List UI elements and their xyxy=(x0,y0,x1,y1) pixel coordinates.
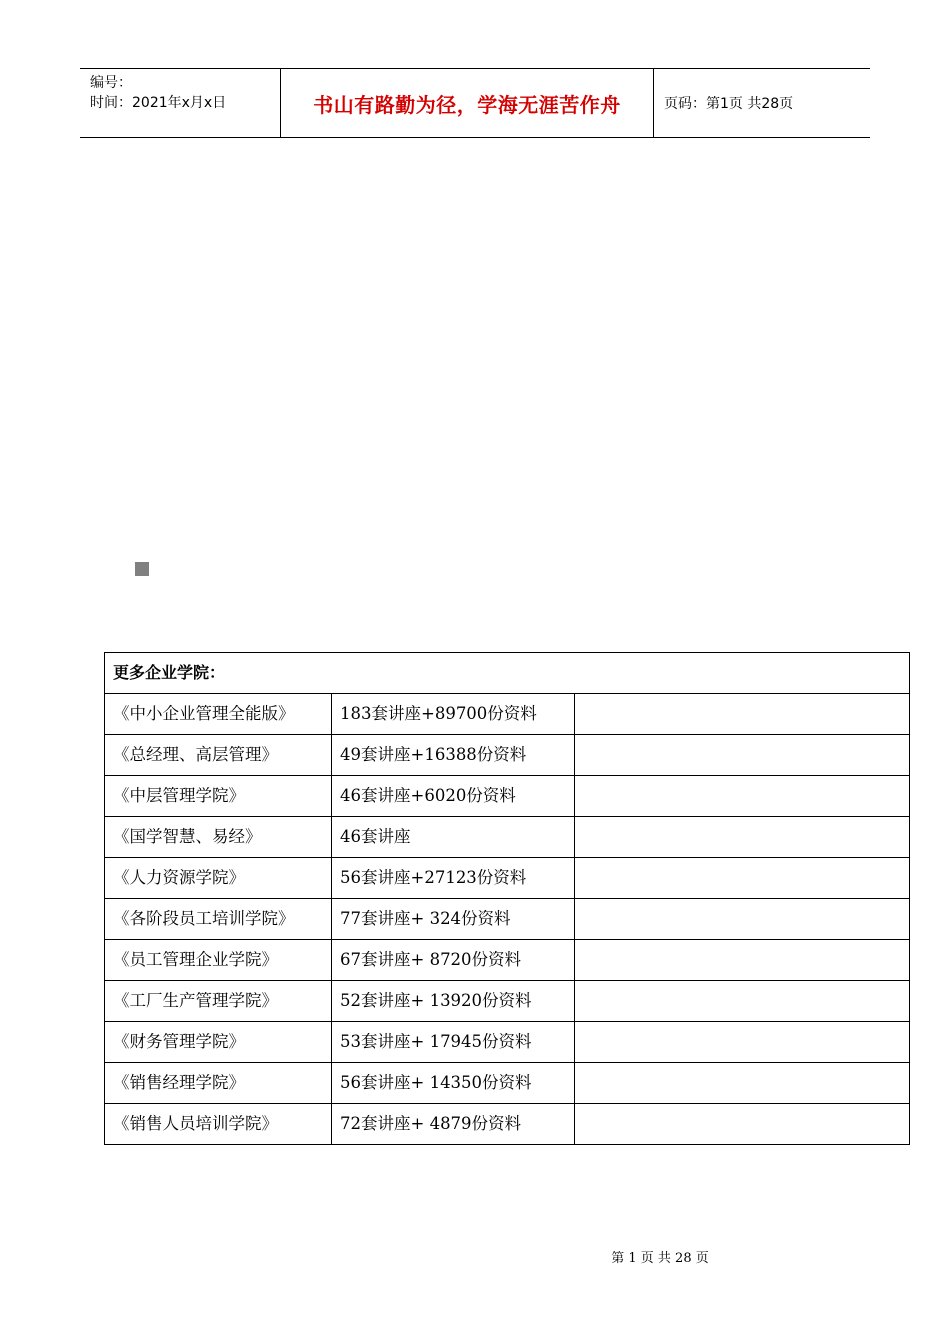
table-row xyxy=(105,735,910,776)
course-extra xyxy=(575,981,910,1022)
bullet-square-icon xyxy=(135,562,149,576)
courses-table xyxy=(104,652,910,1145)
course-detail: 72套讲座+ 4879份资料 xyxy=(332,1104,575,1145)
table-row xyxy=(105,817,910,858)
course-detail: 56套讲座+27123份资料 xyxy=(332,858,575,899)
course-extra xyxy=(575,940,910,981)
course-extra xyxy=(575,899,910,940)
course-extra xyxy=(575,694,910,735)
course-name: 《销售人员培训学院》 xyxy=(105,1104,332,1145)
header-motto xyxy=(281,69,654,137)
course-detail: 46套讲座 xyxy=(332,817,575,858)
table-row xyxy=(105,1104,910,1145)
table-row xyxy=(105,776,910,817)
course-name: 《总经理、高层管理》 xyxy=(105,735,332,776)
course-name: 《中层管理学院》 xyxy=(105,776,332,817)
table-title-row xyxy=(105,653,910,694)
course-extra xyxy=(575,776,910,817)
table-row xyxy=(105,1022,910,1063)
page-footer xyxy=(0,1247,950,1266)
course-detail: 67套讲座+ 8720份资料 xyxy=(332,940,575,981)
course-name: 《员工管理企业学院》 xyxy=(105,940,332,981)
course-extra xyxy=(575,1022,910,1063)
course-detail: 52套讲座+ 13920份资料 xyxy=(332,981,575,1022)
course-name: 《中小企业管理全能版》 xyxy=(105,694,332,735)
course-name: 《财务管理学院》 xyxy=(105,1022,332,1063)
table-row xyxy=(105,1063,910,1104)
course-detail: 56套讲座+ 14350份资料 xyxy=(332,1063,575,1104)
document-header xyxy=(80,68,870,138)
table-row xyxy=(105,694,910,735)
course-extra xyxy=(575,735,910,776)
table-row xyxy=(105,899,910,940)
course-name: 《人力资源学院》 xyxy=(105,858,332,899)
course-name: 《国学智慧、易经》 xyxy=(105,817,332,858)
table-row xyxy=(105,858,910,899)
course-detail: 53套讲座+ 17945份资料 xyxy=(332,1022,575,1063)
course-extra xyxy=(575,858,910,899)
header-page-info xyxy=(654,69,870,137)
header-meta xyxy=(80,69,281,137)
course-extra xyxy=(575,1104,910,1145)
course-detail: 46套讲座+6020份资料 xyxy=(332,776,575,817)
number-label: 编号： xyxy=(90,75,132,91)
footer-page-number: 第 1 页 共 28 页 xyxy=(611,1251,709,1266)
table-row xyxy=(105,981,910,1022)
course-name: 《工厂生产管理学院》 xyxy=(105,981,332,1022)
table-title: 更多企业学院： xyxy=(105,653,910,694)
course-extra xyxy=(575,1063,910,1104)
course-detail: 183套讲座+89700份资料 xyxy=(332,694,575,735)
table-row xyxy=(105,940,910,981)
course-detail: 77套讲座+ 324份资料 xyxy=(332,899,575,940)
time-label: 时间：2021年x月x日 xyxy=(90,95,227,111)
course-name: 《各阶段员工培训学院》 xyxy=(105,899,332,940)
course-extra xyxy=(575,817,910,858)
motto-text: 书山有路勤为径，学海无涯苦作舟 xyxy=(313,92,621,117)
page-info-text: 页码：第1页 共28页 xyxy=(664,96,794,112)
course-name: 《销售经理学院》 xyxy=(105,1063,332,1104)
course-detail: 49套讲座+16388份资料 xyxy=(332,735,575,776)
